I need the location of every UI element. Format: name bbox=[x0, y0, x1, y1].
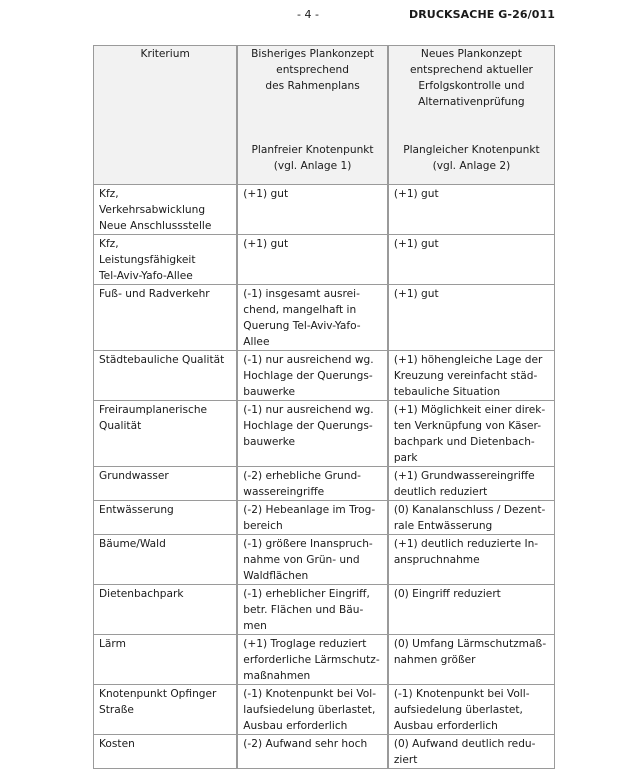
table-body bbox=[94, 185, 555, 769]
cell-text-line: laufsiedelung überlastet, bbox=[243, 704, 376, 716]
cell-text-line: bachpark und Dietenbach- bbox=[393, 436, 535, 448]
cell-text-line: Ausbau erforderlich bbox=[243, 720, 348, 732]
cell-text-line: chend, mangelhaft in bbox=[243, 304, 357, 316]
cell-text-line: Kfz, bbox=[99, 188, 119, 200]
cell-text-line: nahme von Grün- und bbox=[243, 554, 360, 566]
cell-text-line: Waldflächen bbox=[243, 570, 309, 582]
cell-text-line: entsprechend bbox=[276, 64, 349, 76]
table-row bbox=[94, 285, 555, 351]
old-concept-cell bbox=[237, 285, 388, 351]
page-number: - 4 - bbox=[297, 8, 319, 21]
table-row bbox=[94, 467, 555, 501]
cell-text-line: (-1) größere Inanspruch- bbox=[243, 538, 373, 550]
cell-text-line: Bisheriges Plankonzept bbox=[251, 48, 374, 60]
new-concept-cell bbox=[388, 467, 555, 501]
cell-text-line: Tel-Aviv-Yafo-Allee bbox=[99, 270, 193, 282]
cell-text-line: rale Entwässerung bbox=[393, 520, 493, 532]
cell-text-line: Grundwasser bbox=[99, 470, 169, 482]
cell-text-line: Kosten bbox=[99, 738, 135, 750]
cell-text-line: Hochlage der Querungs- bbox=[243, 370, 373, 382]
cell-text-line: Alternativenprüfung bbox=[418, 96, 525, 108]
cell-text-line: (+1) höhengleiche Lage der bbox=[393, 354, 543, 366]
cell-text-line: Leistungsfähigkeit bbox=[99, 254, 196, 266]
cell-text-line: (-1) Knotenpunkt bei Vol- bbox=[243, 688, 377, 700]
cell-text-line: (+1) Troglage reduziert bbox=[243, 638, 367, 650]
cell-text-line: (+1) gut bbox=[243, 188, 289, 200]
cell-text-line: (-1) nur ausreichend wg. bbox=[243, 354, 374, 366]
criterion-cell bbox=[94, 635, 238, 685]
table-row bbox=[94, 735, 555, 769]
new-concept-cell bbox=[388, 235, 555, 285]
cell-text-line: aufsiedelung überlastet, bbox=[393, 704, 523, 716]
cell-text-line: Ausbau erforderlich bbox=[393, 720, 498, 732]
criterion-cell bbox=[94, 585, 238, 635]
cell-text-line: Kriterium bbox=[140, 48, 190, 60]
criterion-cell bbox=[94, 685, 238, 735]
cell-text-line: (vgl. Anlage 2) bbox=[432, 160, 511, 172]
cell-text-line: Neues Plankonzept bbox=[420, 48, 522, 60]
document-id: DRUCKSACHE G-26/011 bbox=[409, 8, 555, 21]
cell-text-line: (+1) gut bbox=[393, 188, 439, 200]
criterion-cell bbox=[94, 467, 238, 501]
old-concept-cell bbox=[237, 735, 388, 769]
table-row bbox=[94, 685, 555, 735]
new-concept-cell bbox=[388, 351, 555, 401]
cell-text-line: (-2) Hebeanlage im Trog- bbox=[243, 504, 376, 516]
table-header-row bbox=[94, 46, 555, 185]
cell-text-line: Entwässerung bbox=[99, 504, 174, 516]
cell-text-line: (+1) gut bbox=[243, 238, 289, 250]
criterion-cell bbox=[94, 185, 238, 235]
table-row bbox=[94, 635, 555, 685]
cell-text-line: (-1) Knotenpunkt bei Voll- bbox=[393, 688, 530, 700]
cell-text-line: nahmen größer bbox=[393, 654, 476, 666]
old-concept-cell bbox=[237, 585, 388, 635]
criterion-cell bbox=[94, 285, 238, 351]
cell-text-line: (0) Kanalanschluss / Dezent- bbox=[393, 504, 546, 516]
criterion-cell bbox=[94, 501, 238, 535]
page-header bbox=[0, 8, 618, 24]
header-spacer bbox=[242, 94, 383, 142]
new-concept-cell bbox=[388, 735, 555, 769]
cell-text-line: wassereingriffe bbox=[243, 486, 325, 498]
new-concept-cell bbox=[388, 585, 555, 635]
header-spacer bbox=[393, 110, 550, 142]
cell-text-line: (0) Umfang Lärmschutzmaß- bbox=[393, 638, 547, 650]
header-neues-plankonzept bbox=[388, 46, 555, 185]
cell-text-line: (-2) Aufwand sehr hoch bbox=[243, 738, 368, 750]
cell-text-line: Erfolgskontrolle und bbox=[418, 80, 525, 92]
old-concept-cell bbox=[237, 235, 388, 285]
table-row bbox=[94, 235, 555, 285]
cell-text-line: Neue Anschlussstelle bbox=[99, 220, 212, 232]
new-concept-cell bbox=[388, 285, 555, 351]
cell-text-line: entsprechend aktueller bbox=[409, 64, 533, 76]
criterion-cell bbox=[94, 235, 238, 285]
cell-text-line: (+1) Grundwassereingriffe bbox=[393, 470, 535, 482]
criterion-cell bbox=[94, 401, 238, 467]
cell-text-line: (-1) insgesamt ausrei- bbox=[243, 288, 360, 300]
old-concept-cell bbox=[237, 535, 388, 585]
old-concept-cell bbox=[237, 401, 388, 467]
table-row bbox=[94, 501, 555, 535]
cell-text-line: erforderliche Lärmschutz- bbox=[243, 654, 380, 666]
header-bisheriges-plankonzept bbox=[237, 46, 388, 185]
cell-text-line: deutlich reduziert bbox=[393, 486, 488, 498]
new-concept-cell bbox=[388, 501, 555, 535]
cell-text-line: des Rahmenplans bbox=[265, 80, 360, 92]
cell-text-line: Fuß- und Radverkehr bbox=[99, 288, 210, 300]
new-concept-cell bbox=[388, 401, 555, 467]
old-concept-cell bbox=[237, 185, 388, 235]
cell-text-line: maßnahmen bbox=[243, 670, 311, 682]
cell-text-line: Qualität bbox=[99, 420, 142, 432]
cell-text-line: Kreuzung vereinfacht städ- bbox=[393, 370, 538, 382]
cell-text-line: Knotenpunkt Opfinger bbox=[99, 688, 217, 700]
cell-text-line: Straße bbox=[99, 704, 134, 716]
cell-text-line: Kfz, bbox=[99, 238, 119, 250]
cell-text-line: (vgl. Anlage 1) bbox=[273, 160, 352, 172]
old-concept-cell bbox=[237, 351, 388, 401]
old-concept-cell bbox=[237, 635, 388, 685]
cell-text-line: (0) Eingriff reduziert bbox=[393, 588, 501, 600]
new-concept-cell bbox=[388, 685, 555, 735]
header-kriterium bbox=[94, 46, 238, 185]
cell-text-line: bauwerke bbox=[243, 386, 296, 398]
cell-text-line: Dietenbachpark bbox=[99, 588, 184, 600]
cell-text-line: bereich bbox=[243, 520, 283, 532]
cell-text-line: park bbox=[393, 452, 418, 464]
criterion-cell bbox=[94, 351, 238, 401]
cell-text-line: betr. Flächen und Bäu- bbox=[243, 604, 364, 616]
cell-text-line: Plangleicher Knotenpunkt bbox=[403, 144, 540, 156]
cell-text-line: Querung Tel-Aviv-Yafo- bbox=[243, 320, 361, 332]
new-concept-cell bbox=[388, 635, 555, 685]
cell-text-line: Planfreier Knotenpunkt bbox=[251, 144, 374, 156]
criterion-cell bbox=[94, 735, 238, 769]
cell-text-line: bauwerke bbox=[243, 436, 296, 448]
criterion-cell bbox=[94, 535, 238, 585]
old-concept-cell bbox=[237, 685, 388, 735]
table-row bbox=[94, 185, 555, 235]
table-row bbox=[94, 535, 555, 585]
cell-text-line: Lärm bbox=[99, 638, 126, 650]
cell-text-line: tebauliche Situation bbox=[393, 386, 501, 398]
cell-text-line: Allee bbox=[243, 336, 270, 348]
cell-text-line: ten Verknüpfung von Käser- bbox=[393, 420, 542, 432]
old-concept-cell bbox=[237, 501, 388, 535]
table-row bbox=[94, 401, 555, 467]
cell-text-line: (+1) gut bbox=[393, 288, 439, 300]
cell-text-line: (+1) deutlich reduzierte In- bbox=[393, 538, 539, 550]
cell-text-line: men bbox=[243, 620, 267, 632]
table-row bbox=[94, 585, 555, 635]
cell-text-line: Verkehrsabwicklung bbox=[99, 204, 206, 216]
new-concept-cell bbox=[388, 535, 555, 585]
cell-text-line: (+1) gut bbox=[393, 238, 439, 250]
cell-text-line: (+1) Möglichkeit einer direk- bbox=[393, 404, 546, 416]
cell-text-line: anspruchnahme bbox=[393, 554, 480, 566]
cell-text-line: Hochlage der Querungs- bbox=[243, 420, 373, 432]
cell-text-line: ziert bbox=[393, 754, 418, 766]
old-concept-cell bbox=[237, 467, 388, 501]
cell-text-line: (0) Aufwand deutlich redu- bbox=[393, 738, 536, 750]
cell-text-line: Städtebauliche Qualität bbox=[99, 354, 225, 366]
cell-text-line: Bäume/Wald bbox=[99, 538, 166, 550]
cell-text-line: (-1) erheblicher Eingriff, bbox=[243, 588, 370, 600]
comparison-table bbox=[93, 45, 555, 769]
cell-text-line: (-1) nur ausreichend wg. bbox=[243, 404, 374, 416]
new-concept-cell bbox=[388, 185, 555, 235]
table-row bbox=[94, 351, 555, 401]
cell-text-line: (-2) erhebliche Grund- bbox=[243, 470, 361, 482]
cell-text-line: Freiraumplanerische bbox=[99, 404, 208, 416]
